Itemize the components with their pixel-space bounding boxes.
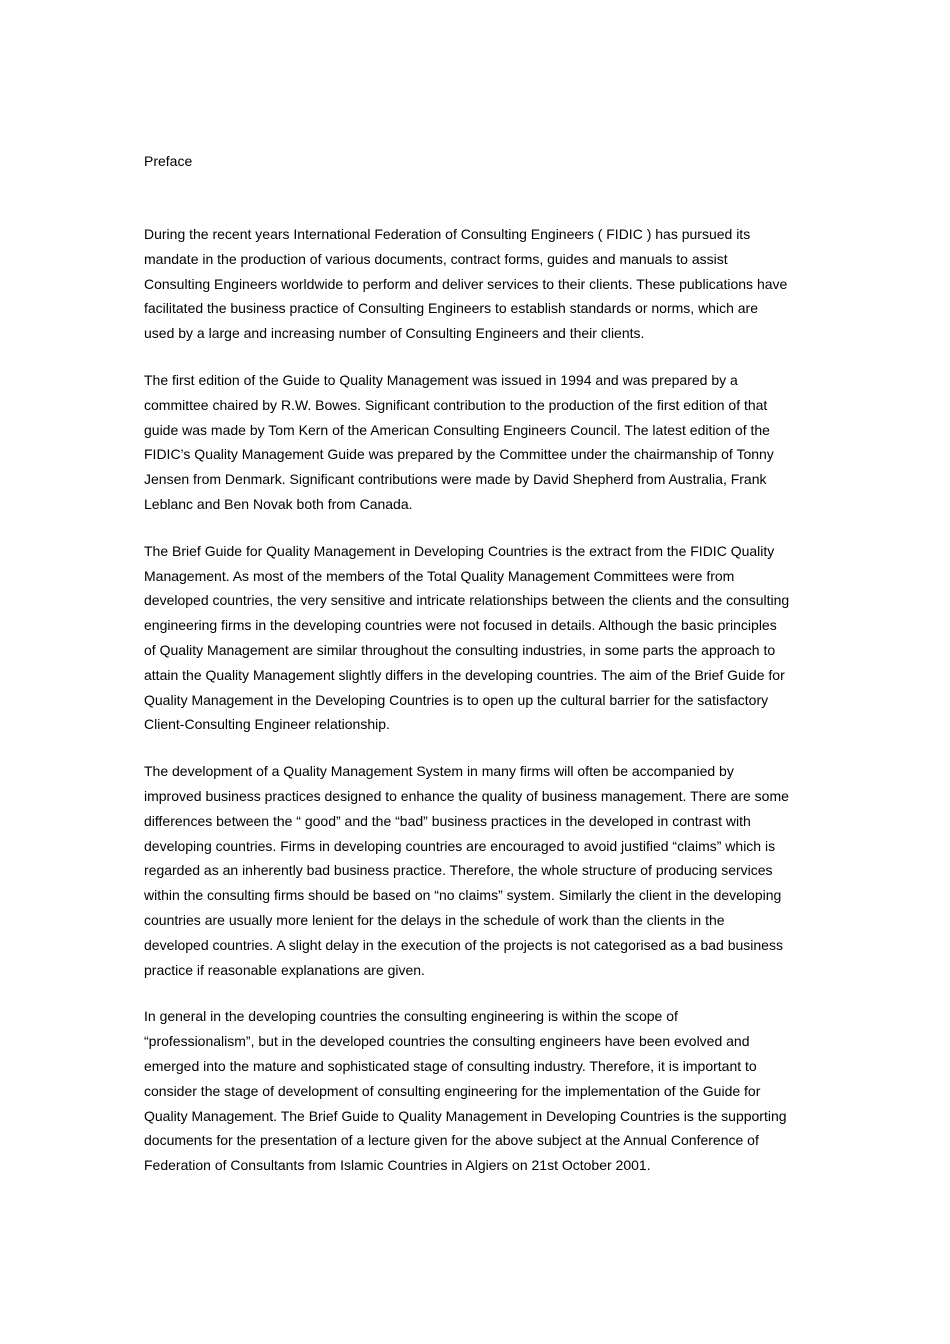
paragraph-line: developed countries. A slight delay in the execution of the projects is not categorised as a bad business [144,936,783,953]
paragraph-4 [144,759,812,982]
paragraph-line: within the consulting firms should be based on “no claims” system. Similarly the client in the developing [144,887,782,904]
paragraph-line: Consulting Engineers worldwide to perform and deliver services to their clients. These publications have [144,275,788,292]
paragraph-2 [144,368,812,517]
paragraph-line: consider the stage of development of consulting engineering for the implementation of the Guide for [144,1082,761,1099]
paragraph-line: guide was made by Tom Kern of the American Consulting Engineers Council. The latest edition of the [144,421,770,438]
paragraph-line: emerged into the mature and sophisticated stage of consulting industry. Therefore, it is important to [144,1057,757,1074]
paragraph-line: mandate in the production of various documents, contract forms, guides and manuals to assist [144,250,728,267]
paragraph-line: of Quality Management are similar throughout the consulting industries, in some parts the approach to [144,641,776,658]
paragraph-line: developing countries. Firms in developing countries are encouraged to avoid justified “claims” which is [144,837,776,854]
paragraph-line: countries are usually more lenient for the delays in the schedule of work than the clients in the [144,911,725,928]
paragraph-line: Federation of Consultants from Islamic Countries in Algiers on 21st October 2001. [144,1157,651,1174]
paragraph-line: Jensen from Denmark. Significant contributions were made by David Shepherd from Australia, Frank [144,471,767,488]
paragraph-line: Quality Management. The Brief Guide to Quality Management in Developing Countries is the supporting [144,1107,787,1124]
paragraph-line: Management. As most of the members of the Total Quality Management Committees were from [144,567,735,584]
paragraph-line: developed countries, the very sensitive and intricate relationships between the clients and the consulting [144,592,790,609]
paragraph-line: Client-Consulting Engineer relationship. [144,716,390,733]
paragraph-5 [144,1004,812,1178]
paragraph-1 [144,222,812,346]
paragraph-line: The first edition of the Guide to Quality Management was issued in 1994 and was prepared by a [144,371,738,388]
paragraph-line: During the recent years International Federation of Consulting Engineers ( FIDIC ) has pursued its [144,226,751,242]
paragraph-line: attain the Quality Management slightly differs in the developing countries. The aim of the Brief Guide for [144,666,785,683]
document-page [144,150,812,1200]
document-body [144,222,812,1178]
paragraph-3 [144,539,812,737]
paragraph-line: used by a large and increasing number of Consulting Engineers and their clients. [144,325,645,342]
paragraph-line: differences between the “ good” and the “bad” business practices in the developed in contrast with [144,812,751,829]
paragraph-line: engineering firms in the developing countries were not focused in details. Although the basic principles [144,617,777,634]
paragraph-line: The development of a Quality Management System in many firms will often be accompanied by [144,763,734,780]
paragraph-line: FIDIC’s Quality Management Guide was prepared by the Committee under the chairmanship of Tonny [144,446,774,463]
paragraph-line: The Brief Guide for Quality Management in Developing Countries is the extract from the FIDIC Quality [144,542,775,559]
paragraph-line: Quality Management in the Developing Countries is to open up the cultural barrier for the satisfactory [144,691,769,708]
page-title: Preface [144,153,193,169]
paragraph-line: In general in the developing countries the consulting engineering is within the scope of [144,1008,678,1025]
paragraph-line: practice if reasonable explanations are given. [144,961,425,978]
paragraph-line: committee chaired by R.W. Bowes. Significant contribution to the production of the first edition of that [144,396,768,413]
paragraph-line: “professionalism”, but in the developed countries the consulting engineers have been evolved and [144,1033,750,1050]
paragraph-line: improved business practices designed to enhance the quality of business management. There are some [144,787,789,804]
paragraph-line: documents for the presentation of a lecture given for the above subject at the Annual Conference of [144,1132,759,1149]
paragraph-line: Leblanc and Ben Novak both from Canada. [144,495,413,512]
paragraph-line: regarded as an inherently bad business practice. Therefore, the whole structure of producing services [144,862,773,879]
paragraph-line: facilitated the business practice of Consulting Engineers to establish standards or norms, which are [144,300,758,317]
